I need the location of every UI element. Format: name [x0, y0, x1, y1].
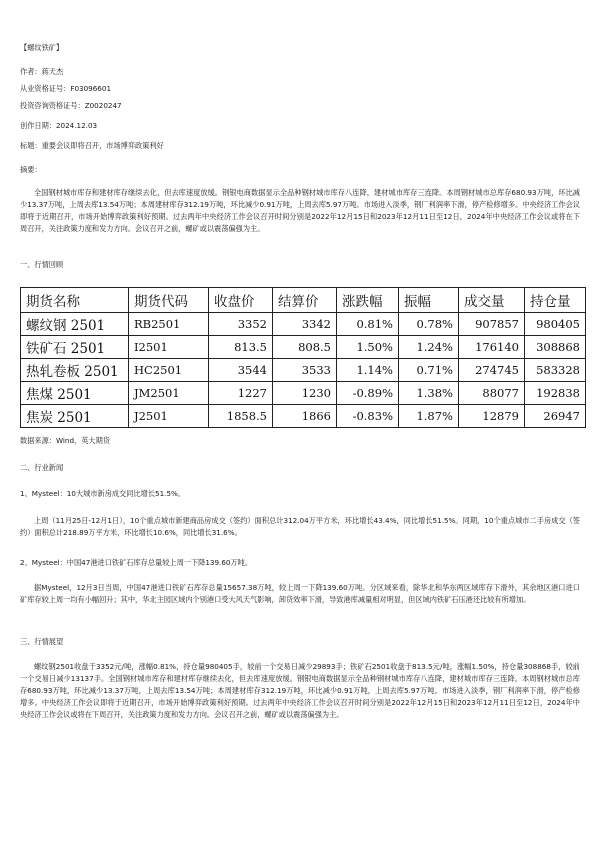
cell-name: 铁矿石 2501	[21, 336, 129, 359]
cell-code: RB2501	[129, 313, 209, 336]
cell-open-interest: 26947	[525, 405, 586, 428]
header-cell: 持仓量	[525, 288, 586, 313]
header-cell: 期货名称	[21, 288, 129, 313]
header-cell: 涨跌幅	[337, 288, 399, 313]
table-header-row	[21, 288, 586, 313]
cell-amplitude: 1.87%	[399, 405, 459, 428]
cell-open-interest: 980405	[525, 313, 586, 336]
cell-volume: 274745	[459, 359, 525, 382]
cell-open-interest: 308868	[525, 336, 586, 359]
news-2-title: 2、Mysteel：中国47港进口铁矿石库存总量较上周一下降139.60万吨。	[20, 558, 253, 567]
header-cell: 期货代码	[129, 288, 209, 313]
cell-change: -0.89%	[337, 382, 399, 405]
outlook-paragraph: 螺纹钢2501收盘于3352元/吨，涨幅0.81%，持仓量980405手，较前一个交易日减少29893手；铁矿石2501收盘于813.5元/吨，涨幅1.50%，持仓量308868手，较前一个交易日减少13137手。全国钢材城市库存和建材库存继续去化，但去库速度放缓。钢银电商数据显示全品种钢材城市库存八连降，建材城市库存三连降。本周钢材城市总库存680.93万吨，环比减少13.37万吨，上周去库13.54万吨；本周建材库存312.19万吨，环比减少0.91万吨，上周去库5.97万吨。市场进入淡季，钢厂利润率下滑，停产检修增多。中央经济工作会议即将于近期召开，市场开始博弈政策利好预期。过去两年中央经济工作会议召开时间分别是2022年12月15日和2023年12月11日至12日，2024年中央经济工作会议或将在下周召开，关注政策力度和发力方向。会议召开之前，螺矿或以震荡偏强为主。	[20, 662, 580, 719]
cell-close: 1858.5	[209, 405, 273, 428]
report-category: 【螺纹铁矿】	[20, 43, 64, 52]
table-row	[21, 359, 586, 382]
news-2-paragraph: 据Mysteel，12月3日当周，中国47港进口铁矿石库存总量15657.38万吨，较上周一下降139.60万吨。分区域来看，除华北和华东两区域库存下滑外，其余地区港口进口矿库存较上周一均有小幅回升；其中，华北主园区域内个别港口受大风天气影响，卸货效率下滑，导致港库减量相对明显，但区域内铁矿石压港还比较有所增加。	[20, 583, 580, 604]
cell-change: 1.50%	[337, 336, 399, 359]
table-row	[21, 336, 586, 359]
cell-name: 螺纹钢 2501	[21, 313, 129, 336]
cell-close: 813.5	[209, 336, 273, 359]
cell-close: 1227	[209, 382, 273, 405]
author-line: 作者：蒋天杰	[20, 67, 64, 76]
cell-close: 3544	[209, 359, 273, 382]
cell-code: I2501	[129, 336, 209, 359]
cell-amplitude: 1.24%	[399, 336, 459, 359]
cell-amplitude: 0.78%	[399, 313, 459, 336]
summary-heading: 摘要：	[20, 165, 42, 174]
cell-code: JM2501	[129, 382, 209, 405]
cell-change: -0.83%	[337, 405, 399, 428]
cell-volume: 907857	[459, 313, 525, 336]
cell-amplitude: 1.38%	[399, 382, 459, 405]
cell-code: J2501	[129, 405, 209, 428]
section-heading-outlook: 三、行情展望	[20, 637, 64, 646]
cell-code: HC2501	[129, 359, 209, 382]
title-line: 标题：重要会议即将召开，市场博弈政策利好	[20, 141, 164, 150]
cell-volume: 176140	[459, 336, 525, 359]
cell-name: 焦煤 2501	[21, 382, 129, 405]
cell-open-interest: 192838	[525, 382, 586, 405]
header-cell: 振幅	[399, 288, 459, 313]
summary-paragraph: 全国钢材城市库存和建材库存继续去化，但去库速度放缓。钢银电商数据显示全品种钢材城市库存八连降，建材城市库存三连降。本周钢材城市总库存680.93万吨，环比减少13.37万吨，上周去库13.54万吨；本周建材库存312.19万吨，环比减少0.91万吨，上周去库5.97万吨。市场进入淡季，钢厂利润率下滑，停产检修增多。中央经济工作会议即将于近期召开，市场开始博弈政策利好预期。过去两年中央经济工作会议召开时间分别是2022年12月15日和2023年12月11日至12日，2024年中央经济工作会议或将在下周召开，关注政策力度和发力方向。会议召开之前，螺矿或以震荡偏强为主。	[20, 188, 580, 233]
advisor-license-line: 投资咨询资格证号：Z0020247	[20, 101, 122, 110]
cell-change: 1.14%	[337, 359, 399, 382]
cell-settle: 1866	[273, 405, 337, 428]
table-row	[21, 313, 586, 336]
cell-settle: 1230	[273, 382, 337, 405]
futures-quote-table	[20, 287, 586, 428]
creation-date-line: 创作日期：2024.12.03	[20, 121, 98, 130]
cell-name: 焦炭 2501	[21, 405, 129, 428]
data-source-note: 数据来源：Wind，英大期货	[20, 436, 110, 445]
header-cell: 结算价	[273, 288, 337, 313]
cell-name: 热轧卷板 2501	[21, 359, 129, 382]
cell-change: 0.81%	[337, 313, 399, 336]
cell-settle: 3533	[273, 359, 337, 382]
cell-volume: 12879	[459, 405, 525, 428]
cell-settle: 808.5	[273, 336, 337, 359]
cell-close: 3352	[209, 313, 273, 336]
cell-amplitude: 0.71%	[399, 359, 459, 382]
cell-open-interest: 583328	[525, 359, 586, 382]
cell-settle: 3342	[273, 313, 337, 336]
news-1-paragraph: 上周（11月25日-12月1日），10个重点城市新建商品房成交（签约）面积总计312.04万平方米，环比增长43.4%，同比增长51.5%。同期，10个重点城市二手房成交（签约）面积总计218.89万平方米，环比增长10.6%，同比增长31.6%。	[20, 516, 580, 537]
section-heading-review: 一、行情回顾	[20, 260, 64, 269]
news-1-title: 1、Mysteel：10大城市新房成交同比增长51.5%。	[20, 489, 186, 498]
table-row	[21, 405, 586, 428]
header-cell: 成交量	[459, 288, 525, 313]
table-row	[21, 382, 586, 405]
header-cell: 收盘价	[209, 288, 273, 313]
license-line: 从业资格证号：F03096601	[20, 84, 112, 93]
cell-volume: 88077	[459, 382, 525, 405]
section-heading-news: 二、行业新闻	[20, 463, 64, 472]
